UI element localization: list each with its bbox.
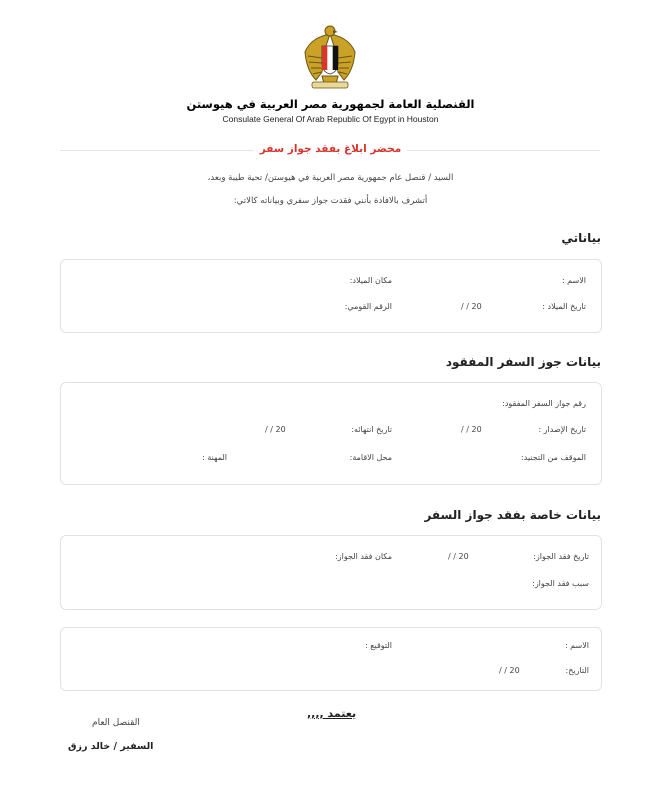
signature-date-label: التاريخ: [565, 666, 589, 675]
national-id-label: الرقم القومي: [344, 302, 392, 311]
loss-place-label: مكان فقد الجواز: [335, 552, 392, 561]
loss-box [60, 535, 602, 610]
ambassador-name: السفير / خالد رزق [68, 741, 154, 752]
residence-label: محل الاقامة: [349, 453, 392, 462]
document-title-text: محضر ابلاغ بفقد جواز سفر [254, 143, 408, 155]
loss-section-heading: بيانات خاصة بفقد جواز السفر [424, 508, 601, 522]
passport-section-heading: بيانات جوز السفر المفقود [445, 355, 601, 369]
document-title [0, 143, 661, 155]
passport-box [60, 382, 602, 485]
issue-date-label: تاريخ الإصدار : [538, 425, 586, 434]
signer-name-label: الاسم : [564, 641, 589, 650]
loss-reason-label: سبب فقد الجواز: [532, 579, 589, 588]
consulate-arabic-title: القنصلية العامة لجمهورية مصر العربية في هيوستن [186, 97, 475, 111]
profession-label: المهنة : [202, 453, 227, 462]
military-status-label: الموقف من التجنيد: [521, 453, 586, 462]
approval-text: يعتمد ,,,, [307, 707, 357, 720]
signature-label: التوقيع : [365, 641, 392, 650]
egypt-eagle-emblem-icon [302, 22, 358, 92]
intro-line-2: أتشرف بالافادة بأنني فقدت جواز سفري وبياناته كالاتي: [233, 196, 428, 206]
personal-section-heading: بياناتي [561, 231, 601, 245]
birth-date-field[interactable]: / / 20 [461, 302, 482, 311]
expiry-date-field[interactable]: / / 20 [265, 425, 286, 434]
signature-date-field[interactable]: / / 20 [499, 666, 520, 675]
issue-date-field[interactable]: / / 20 [461, 425, 482, 434]
name-label: الاسم : [561, 276, 586, 285]
birth-place-label: مكان الميلاد: [349, 276, 392, 285]
loss-date-label: تاريخ فقد الجواز: [533, 552, 589, 561]
consul-general-title: القنصل العام [92, 718, 140, 728]
intro-line-1: السيد / قنصل عام جمهورية مصر العربية في هيوستن/ تحية طيبة وبعد، [207, 173, 454, 183]
birth-date-label: تاريخ الميلاد : [542, 302, 586, 311]
signature-box [60, 627, 602, 691]
consulate-english-title: Consulate General Of Arab Republic Of Egypt in Houston [222, 114, 439, 124]
expiry-date-label: تاريخ انتهائه: [351, 425, 392, 434]
personal-box [60, 259, 602, 333]
passport-number-label: رقم جواز السفر المفقود: [502, 399, 586, 408]
loss-date-field[interactable]: / / 20 [448, 552, 469, 561]
